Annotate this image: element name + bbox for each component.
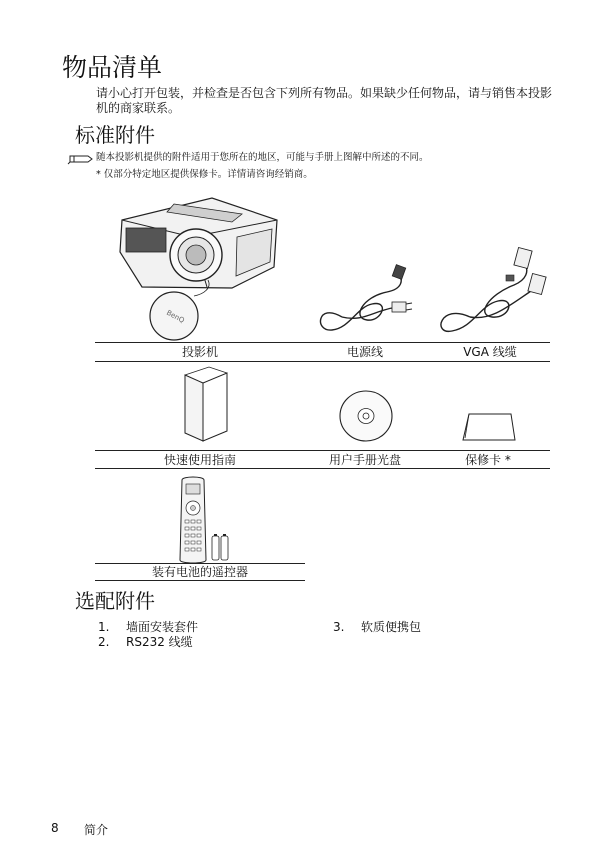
warranty-note: * 仅部分特定地区提供保修卡。详情请咨询经销商。 (96, 169, 313, 180)
standard-note: 随本投影机提供的附件适用于您所在的地区，可能与手册上图解中所述的不同。 (96, 152, 429, 163)
row-divider-top-1 (95, 342, 550, 343)
warranty-card-image (461, 412, 517, 444)
caption-quick-guide: 快速使用指南 (163, 453, 236, 467)
footer-section-title: 简介 (84, 823, 109, 837)
row-divider-bottom-3 (95, 580, 305, 581)
optional-item-2-label: RS232 线缆 (126, 635, 193, 649)
row-divider-bottom-1 (95, 361, 550, 362)
page-title: 物品清单 (62, 53, 163, 82)
optional-item-1-number: 1. (98, 620, 110, 634)
optional-item-2-number: 2. (98, 635, 110, 649)
quick-guide-image (175, 367, 235, 445)
caption-warranty-card: 保修卡 * (465, 453, 511, 467)
optional-item-3-number: 3. (333, 620, 345, 634)
caption-cd: 用户手册光盘 (328, 453, 401, 467)
row-divider-top-3 (95, 563, 305, 564)
pencil-note-icon (68, 151, 94, 165)
remote-image (176, 474, 236, 566)
caption-remote: 装有电池的遥控器 (151, 565, 248, 579)
cd-image (336, 388, 396, 444)
caption-projector: 投影机 (181, 345, 218, 359)
section-title-standard: 标准附件 (75, 123, 155, 147)
svg-text:BenQ: BenQ (165, 308, 186, 325)
optional-item-3-label: 软质便携包 (361, 620, 422, 634)
row-divider-top-2 (95, 450, 550, 451)
caption-power-cord: 电源线 (346, 345, 383, 359)
vga-cable-image (430, 245, 550, 337)
projector-image (112, 192, 282, 342)
section-title-optional: 选配附件 (75, 589, 155, 613)
caption-vga-cable: VGA 线缆 (463, 345, 517, 359)
intro-paragraph: 请小心打开包装，并检查是否包含下列所有物品。如果缺少任何物品，请与销售本投影机的商家联系。 (96, 86, 553, 115)
page-number: 8 (51, 821, 59, 835)
row-divider-bottom-2 (95, 468, 550, 469)
optional-item-1-label: 墙面安装套件 (126, 620, 199, 634)
power-cord-image (312, 262, 422, 337)
